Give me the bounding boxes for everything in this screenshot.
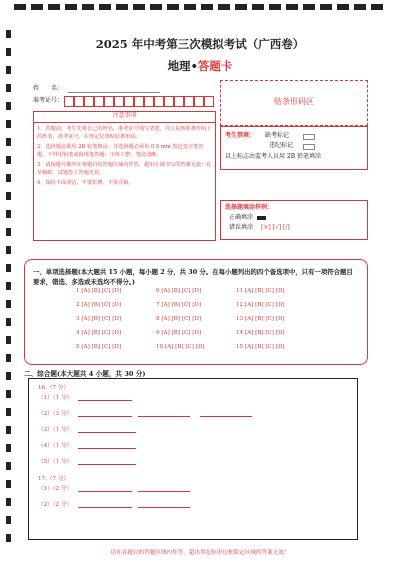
question-row[interactable] [76,288,121,294]
answer-line[interactable] [200,416,252,417]
timing-marks-top [14,4,386,18]
answer-line[interactable] [78,416,132,417]
footer-warning: 请在各题目的答题区域内作答，超出黑色矩形边框限定区域的答案无效！ [110,550,290,556]
question-row[interactable] [76,330,121,336]
option-bubbles[interactable]: [A] [B] [C] [D] [81,330,122,336]
wrong-fill-label: 错误填涂 [229,224,254,231]
notes-item-3: 3．请按题号顺序在各题目的答题区域内作答，超出区域书写的答案无效；在草稿纸、试题卷上答题无效。 [37,162,212,176]
question-number: 14 [236,330,244,336]
option-bubbles[interactable]: [A] [B] [C] [D] [81,344,122,350]
status-box [220,126,368,170]
question-number: 10 [156,344,164,350]
notes-item-1: 1．答题前，考生先将自己的姓名，准考证号填写清楚，并认真核准条形码上的姓名、准考证号，在规定位置贴好条形码。 [37,126,212,140]
option-bubbles[interactable]: [A] [B] [C] [D] [244,288,285,294]
correct-fill-mark [257,216,266,220]
question-16-part-1: （1）（1 分） [38,395,73,401]
answer-line[interactable] [138,416,190,417]
question-number: 6 [156,288,160,294]
question-number: 12 [236,302,244,308]
question-16-part-4: （4）（1 分） [38,443,73,449]
notes-item-4: 4．保持卡面清洁，不要折叠、不要弄破。 [37,180,134,186]
question-number: 2 [76,302,80,308]
option-bubbles[interactable]: [A] [B] [C] [D] [244,302,285,308]
option-bubbles[interactable]: [A] [B] [C] [D] [244,330,285,336]
answer-line[interactable] [78,507,132,508]
answer-line[interactable] [78,448,136,449]
question-16-part-2: （2）（3 分） [38,411,73,417]
example-heading: 选择题填涂样例： [225,204,274,211]
question-16-part-5: （5）（1 分） [38,459,73,465]
question-number: 9 [156,330,160,336]
answer-line[interactable] [78,491,132,492]
name-field[interactable] [68,92,160,93]
answer-line[interactable] [78,464,136,465]
option-bubbles[interactable]: [A] [B] [C] [D] [244,344,285,350]
fill-example-box [220,200,368,240]
option-bubbles[interactable]: [A] [B] [C] [D] [164,344,205,350]
question-row[interactable] [76,344,121,350]
notes-item-2: 2．选择题必须用 2B 铅笔填涂；非选择题必须用 0.5 mm 黑色签字笔答题，不得用铅笔或圆珠笔答题；字体工整、笔迹清晰。 [37,144,204,158]
correct-fill-label: 正确填涂 [229,214,254,221]
exam-id-boxes[interactable] [64,96,214,107]
subtitle [0,58,400,74]
question-row[interactable] [76,316,121,322]
wrong-fill-marks: [×] [√] [/] [261,224,290,231]
answer-area[interactable] [28,378,358,540]
section2-heading: 二、综合题(本大题共 4 小题，共 30 分) [24,370,146,378]
subject-name: 地理 [167,59,191,73]
subtitle-dot: • [190,59,198,73]
question-number: 7 [156,302,160,308]
option-bubbles[interactable]: [A] [B] [C] [D] [161,330,202,336]
exam-id-label: 准考证号： [33,97,64,104]
answer-line[interactable] [78,432,136,433]
question-number: 5 [76,344,80,350]
answer-line[interactable] [78,400,132,401]
status-footnote: 以上标志由监考人员用 2B 铅笔填涂 [225,153,322,160]
option-bubbles[interactable]: [A] [B] [C] [D] [81,316,122,322]
question-row[interactable] [236,330,285,336]
barcode-area [220,80,368,126]
question-number: 15 [236,344,244,350]
question-17-part-1: （1）（2 分） [38,486,73,492]
missing-mark-box[interactable] [303,134,315,140]
question-16-part-3: （3）（1 分） [38,427,73,433]
question-number: 4 [76,330,80,336]
answer-line[interactable] [138,507,190,508]
question-row[interactable] [156,302,201,308]
question-row[interactable] [76,302,121,308]
question-row[interactable] [236,302,285,308]
question-row[interactable] [156,316,201,322]
question-17-title: 17.（7 分） [38,476,70,482]
option-bubbles[interactable]: [A] [B] [C] [D] [244,316,285,322]
question-number: 1 [76,288,80,294]
choice-grid [76,288,376,360]
timing-marks-left [3,20,15,560]
notes-heading: 注意事项 [34,112,215,123]
option-bubbles[interactable]: [A] [B] [C] [D] [161,302,202,308]
question-row[interactable] [236,288,285,294]
option-bubbles[interactable]: [A] [B] [C] [D] [81,302,122,308]
question-number: 8 [156,316,160,322]
missing-mark-label: 缺考标记 [265,132,290,139]
question-row[interactable] [156,344,205,350]
question-number: 13 [236,316,244,322]
question-row[interactable] [236,316,285,322]
page-title: 2025 年中考第三次模拟考试（广西卷） [95,37,305,51]
question-row[interactable] [156,288,201,294]
section1-heading: 一、单项选择题(本大题共 15 小题，每小题 2 分，共 30 分。在每小题列出的四个备选项中，只有一项符合题目要求，错选、多选或未选均不得分。) [33,268,353,286]
violation-mark-label: 违纪标记 [269,142,294,149]
option-bubbles[interactable]: [A] [B] [C] [D] [161,288,202,294]
question-number: 11 [236,288,244,294]
question-17-part-2: （2）（2 分） [38,502,73,508]
barcode-label: 贴条形码区 [274,97,314,106]
question-row[interactable] [156,330,201,336]
name-label: 姓 名： [33,85,64,92]
violation-mark-box[interactable] [303,144,315,150]
option-bubbles[interactable]: [A] [B] [C] [D] [81,288,122,294]
question-16-title: 16.（7 分） [38,385,70,391]
question-row[interactable] [236,344,285,350]
notes-box [33,111,216,241]
question-number: 3 [76,316,80,322]
answer-card-label: 答题卡 [197,59,233,73]
status-label: 考生禁填： [225,132,256,139]
option-bubbles[interactable]: [A] [B] [C] [D] [161,316,202,322]
answer-line[interactable] [138,491,190,492]
